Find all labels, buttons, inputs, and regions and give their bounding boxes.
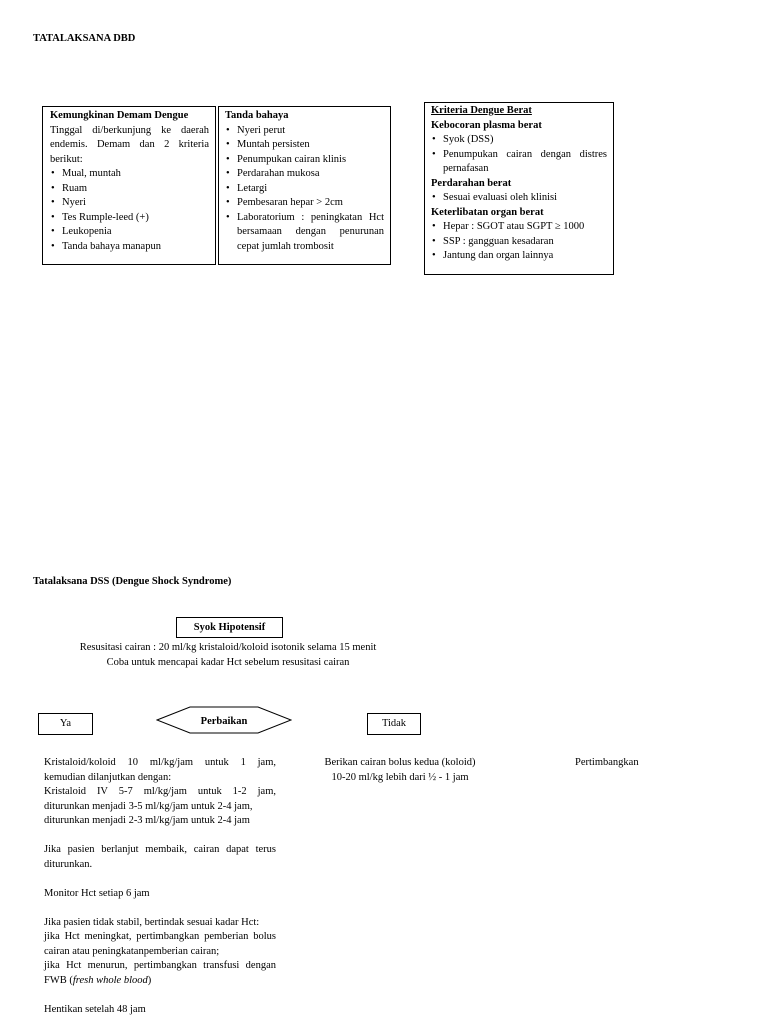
perbaikan-label: Perbaikan [200, 716, 248, 727]
list-item: • Tanda bahaya manapun [50, 240, 209, 255]
page-title: TATALAKSANA DBD [33, 33, 136, 44]
list-item: • SSP : gangguan kesadaran [431, 235, 607, 250]
ya-p1-line3: Kristaloid IV 5-7 ml/kg/jam untuk 1-2 jam, [44, 786, 276, 797]
box-kemungkinan-list [50, 167, 209, 254]
ya-p1-line1: Kristaloid/koloid 10 ml/kg/jam untuk 1 jam, [44, 757, 276, 768]
list-item: • Tes Rumple-leed (+) [50, 211, 209, 226]
tidak-line-2: 10-20 ml/kg lebih dari ½ - 1 jam [331, 771, 469, 783]
list-item: • Muntah persisten [225, 138, 384, 153]
ya-box: Ya [38, 713, 93, 735]
box-kriteria-sec2-list [431, 191, 607, 206]
ya-p1-line5: diturunkan menjadi 2-3 ml/kg/jam untuk 2-4 jam [44, 815, 250, 826]
list-item: • Perdarahan mukosa [225, 167, 384, 182]
list-item: • Pembesaran hepar > 2cm [225, 196, 384, 211]
box-kriteria-sec3-list [431, 220, 607, 264]
ya-p1-line2: kemudian dilanjutkan dengan: [44, 771, 172, 783]
ya-p3: Monitor Hct setiap 6 jam [44, 887, 150, 899]
box-kemungkinan-demam-dengue [42, 106, 216, 265]
ya-p2: Jika pasien berlanjut membaik, cairan dapat terus diturunkan. [44, 844, 276, 870]
ya-p4-line2: jika Hct meningkat, pertimbangkan pemberian bolus cairan atau peningkatanpemberian cairan; [44, 931, 276, 957]
list-item: • Penumpukan cairan klinis [225, 153, 384, 168]
list-item: • Letargi [225, 182, 384, 197]
list-item: • Hepar : SGOT atau SGPT ≥ 1000 [431, 220, 607, 235]
ya-instructions [44, 756, 276, 1017]
list-item: • Mual, muntah [50, 167, 209, 182]
box-kriteria-sec1-list [431, 133, 607, 177]
ya-p4-close: ) [147, 974, 152, 986]
tidak-line-1: Berikan cairan bolus kedua (koloid) [324, 757, 476, 768]
dss-heading: Tatalaksana DSS (Dengue Shock Syndrome) [33, 576, 232, 587]
resusitasi-line-1: Resusitasi cairan : 20 ml/kg kristaloid/koloid isotonik selama 15 menit [79, 642, 377, 653]
box-kriteria-heading: Kriteria Dengue Berat [431, 105, 532, 116]
box-kriteria-sec3-title: Keterlibatan organ berat [431, 206, 544, 218]
list-item: • Laboratorium : peningkatan Hct bersamaan dengan penurunan cepat jumlah trombosit [225, 211, 384, 255]
ya-p4-italic: fresh whole blood [72, 974, 148, 986]
list-item: • Nyeri perut [225, 124, 384, 139]
ya-p4-line3: jika Hct menurun, pertimbangkan transfusi dengan FWB ( [44, 960, 276, 986]
list-item: • Sesuai evaluasi oleh klinisi [431, 191, 607, 206]
list-item: • Penumpukan cairan dengan distres pernafasan [431, 148, 607, 177]
syok-hipotensif-box: Syok Hipotensif [176, 617, 283, 638]
resusitasi-text [52, 641, 404, 670]
ya-p4-line1: Jika pasien tidak stabil, bertindak sesuai kadar Hct: [44, 916, 260, 928]
resusitasi-line-2: Coba untuk mencapai kadar Hct sebelum resusitasi cairan [106, 656, 350, 668]
list-item: • Jantung dan organ lainnya [431, 249, 607, 264]
tidak-instructions [316, 756, 484, 785]
box-kriteria-dengue-berat [424, 102, 614, 275]
tidak-box: Tidak [367, 713, 421, 735]
list-item: • Nyeri [50, 196, 209, 211]
box-tanda-heading: Tanda bahaya [225, 110, 289, 121]
box-kriteria-sec1-title: Kebocoran plasma berat [431, 119, 542, 131]
list-item: • Leukopenia [50, 225, 209, 240]
box-tanda-bahaya [218, 106, 391, 265]
list-item: • Syok (DSS) [431, 133, 607, 148]
list-item: • Ruam [50, 182, 209, 197]
box-tanda-list [225, 124, 384, 255]
ya-p5: Hentikan setelah 48 jam [44, 1003, 146, 1015]
ya-p1-line4: diturunkan menjadi 3-5 ml/kg/jam untuk 2-4 jam, [44, 800, 253, 812]
pertimbangkan-text: Pertimbangkan [575, 757, 639, 768]
box-kemungkinan-heading: Kemungkinan Demam Dengue [50, 110, 189, 121]
box-kriteria-sec2-title: Perdarahan berat [431, 177, 512, 189]
ya-p4-line3-wrap [44, 959, 276, 988]
box-kemungkinan-intro: Tinggal di/berkunjung ke daerah endemis. Demam dan 2 kriteria berikut: [50, 124, 209, 165]
